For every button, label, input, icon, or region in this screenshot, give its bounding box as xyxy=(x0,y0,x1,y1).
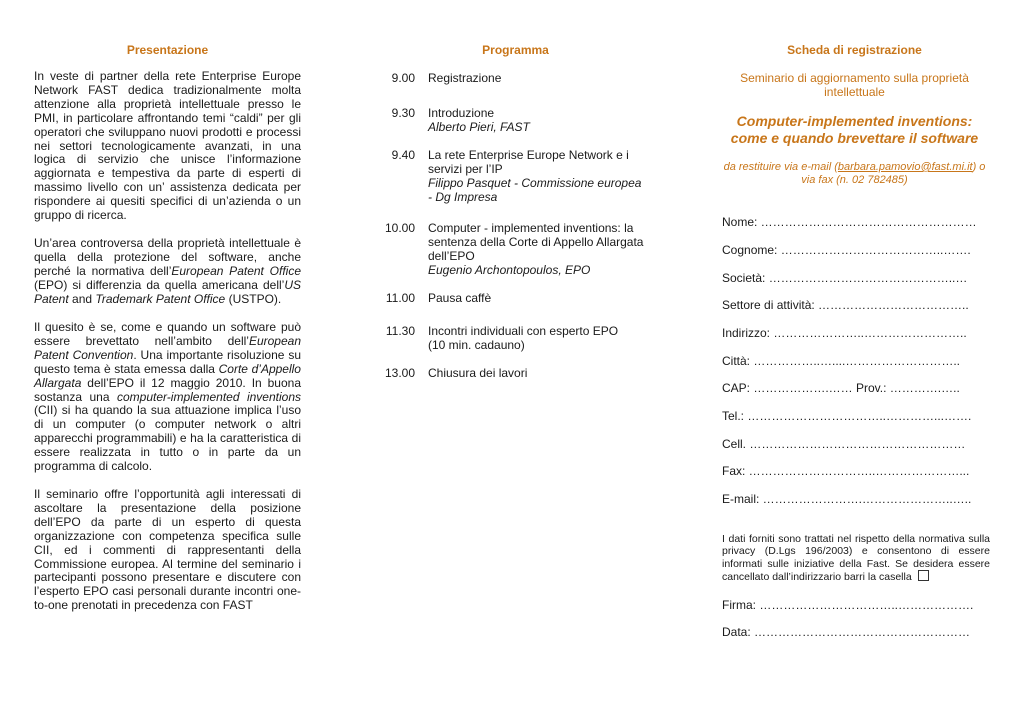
program-speaker: Alberto Pieri, FAST xyxy=(428,120,530,134)
p2-text-g: (USTPO). xyxy=(225,291,282,306)
presentazione-paragraph-4: Il seminario offre l’opportunità agli interessati di ascoltare la presentazione della posizione dell’EPO da parte di un esperto di questa organizzazione con competenza specifica sulle CII, ed i commenti di rappresentanti della Commissione europea. Al termine del seminario i partecipanti possono presentare e discutere con l’esperto EPO casi personali durante incontri one-to-one prenotati in precedenza con FAST xyxy=(34,487,301,613)
p3-epc: European Patent Convention xyxy=(34,333,301,362)
program-speaker: Eugenio Archontopoulos, EPO xyxy=(428,263,591,277)
p3-text-a: Il quesito è se, come e quando un software può essere brevettato nell’ambito dell’ xyxy=(34,320,301,348)
privacy-text: I dati forniti sono trattati nel rispetto della normativa sulla privacy (D.Lgs 196/2003) e consentono di essere informati sulle iniziative della Fast. Se desidera essere cancellato dall’indirizzario barri la casella xyxy=(722,533,990,584)
presentazione-paragraph-2 xyxy=(34,237,301,307)
presentazione-title: Presentazione xyxy=(126,43,209,57)
field-tel[interactable]: Tel.: ……………………………..…………...……. xyxy=(722,409,972,423)
field-firma[interactable]: Firma: ……………………………..………………. xyxy=(722,598,974,612)
return-text-b: ) o via fax (n. 02 782485) xyxy=(801,161,986,186)
seminar-main-title xyxy=(717,113,992,147)
unsubscribe-checkbox[interactable] xyxy=(918,570,929,581)
program-text: Registrazione xyxy=(428,71,502,85)
field-cap-prov[interactable]: CAP: ……………….…… Prov.: ………….….. xyxy=(722,381,960,395)
field-societa[interactable]: Società: ………………………………………..… xyxy=(722,271,968,285)
program-time: 11.30 xyxy=(385,324,415,338)
programma-title: Programma xyxy=(482,43,549,57)
p3-text-e: dell’EPO il 12 maggio 2010. In buona sostanza una xyxy=(34,375,301,404)
p3-cii: computer-implemented inventions xyxy=(117,389,302,404)
p3-text-g: (CII) si ha quando la sua attuazione implica l’uso di un computer (o computer network o altri apparecchi programmabili) e ha la caratteristica di essere realizzata in tutto o in parte da un programma di calcolo. xyxy=(34,403,301,474)
p2-text-e: and xyxy=(68,291,96,306)
main-title-line-2: come e quando brevettare il software xyxy=(730,130,979,146)
program-time: 11.00 xyxy=(385,291,415,305)
return-text-a: da restituire via e-mail ( xyxy=(723,161,838,173)
program-time: 9.40 xyxy=(391,148,415,162)
main-title-line-1: Computer-implemented inventions: xyxy=(736,113,973,129)
program-speaker: Filippo Pasquet - Commissione europea - Dg Impresa xyxy=(428,176,642,204)
program-text: Computer - implemented inventions: la sentenza della Corte di Appello Allargata dell’EPO xyxy=(428,221,644,263)
field-cognome[interactable]: Cognome: …………………………………..……. xyxy=(722,243,971,257)
program-text: Chiusura dei lavori xyxy=(428,366,528,380)
program-time: 9.30 xyxy=(391,106,415,120)
return-instructions xyxy=(717,161,992,187)
program-text: Incontri individuali con esperto EPO (10 min. cadauno) xyxy=(428,324,622,352)
field-citta[interactable]: Città: ……………..…....……………………….. xyxy=(722,354,961,368)
program-time: 9.00 xyxy=(391,71,415,85)
p3-corte: Corte d’Appello Allargata xyxy=(34,361,301,390)
field-fax[interactable]: Fax: …………………………..…………………... xyxy=(722,464,970,478)
program-text: Introduzione xyxy=(428,106,495,120)
p2-text-c: (EPO) si differenzia da quella americana dell’ xyxy=(34,277,285,292)
presentazione-paragraph-3 xyxy=(34,321,301,474)
field-data[interactable]: Data: ……………………………………………… xyxy=(722,625,971,639)
p2-text-a: Un’area controversa della proprietà intellettuale è quella della protezione del software, anche perché la normativa dell’ xyxy=(34,236,301,278)
privacy-notice xyxy=(722,533,990,584)
email-link[interactable]: barbara.pamovio@fast.mi.it xyxy=(837,161,973,173)
program-time: 10.00 xyxy=(384,221,415,235)
program-text: Pausa caffè xyxy=(428,291,492,305)
seminar-subtitle: Seminario di aggiornamento sulla proprietà intellettuale xyxy=(740,71,969,99)
p2-epo-name: European Patent Office xyxy=(171,263,301,278)
field-indirizzo[interactable]: Indirizzo: …………………..…………………….. xyxy=(722,326,967,340)
registration-title: Scheda di registrazione xyxy=(787,43,922,57)
program-time: 13.00 xyxy=(384,366,415,380)
p2-trademark-office: Trademark Patent Office xyxy=(95,291,226,306)
field-email[interactable]: E-mail: …………………….…………………..….. xyxy=(722,492,972,506)
p3-text-c: . Una importante risoluzione su questo tema è stata emessa dalla xyxy=(34,347,301,376)
field-nome[interactable]: Nome: ……………………………………………… xyxy=(722,215,977,229)
program-text: La rete Enterprise Europe Network e i servizi per l’IP xyxy=(428,148,629,176)
presentazione-paragraph-1: In veste di partner della rete Enterprise Europe Network FAST dedica tradizionalmente molta attenzione alla proprietà intellettuale presso le PMI, in particolare affrontando temi “caldi” per gli operatori che sviluppano nuovi prodotti e processi nei settori tecnologicamente avanzati, in una logica di servizio che unisce l’informazione aggiornata e tempestiva da parte di esperti di massimo livello con un’ assistenza dedicata per rispondere ai quesiti specifici di un’azienda o un gruppo di ricerca. xyxy=(34,69,301,223)
p2-us-patent: US Patent xyxy=(34,277,301,306)
field-settore[interactable]: Settore di attività: ……………………………….. xyxy=(722,298,969,312)
field-cell[interactable]: Cell. ……………………………………………… xyxy=(722,437,966,451)
